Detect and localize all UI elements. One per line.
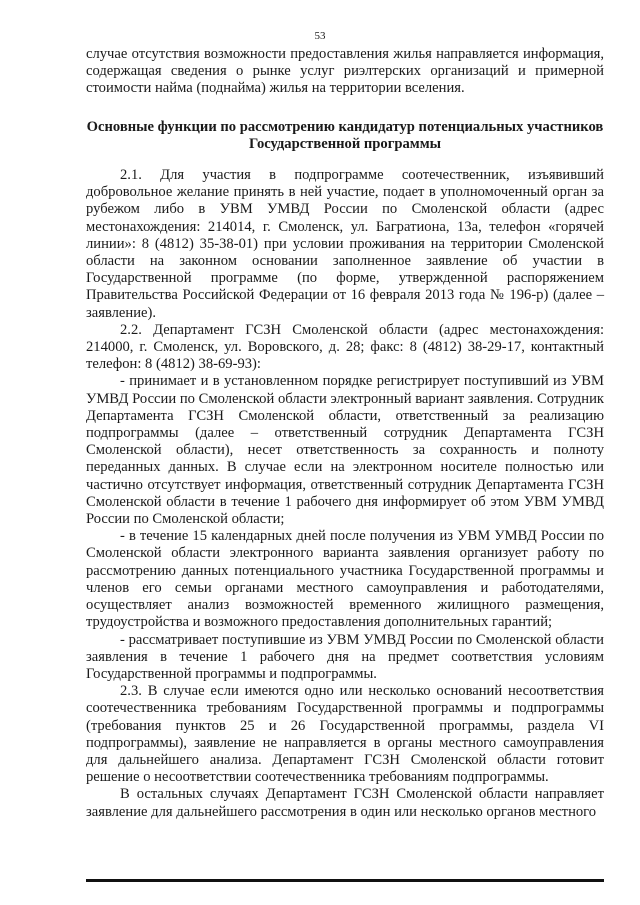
clause-2-1: 2.1. Для участия в подпрограмме соотечественник, изъявивший добровольное желание принять в ней участие, подает в уполномоченный орган за рубежом либо в УВМ УМВД России по Смоленской области (адрес местонахождения: 214014, г. Смоленск, ул. Багратиона, 13а, телефон «горячей линии»: 8 (4812) 35-38-01) при условии проживания на территории Смоленской области на законном основании заполненное заявление об участии в Государственной программе (по форме, утвержденной распоряжением Правительства Российской Федерации от 16 февраля 2013 года № 196-р) (далее – заявление). — [86, 167, 604, 321]
clause-2-2-item-register: - принимает и в установленном порядке регистрирует поступивший из УВМ УМВД России по Смоленской области электронный вариант заявления. Сотрудник Департамента ГСЗН Смоленской области, ответственный за реализацию подпрограммы (далее – ответственный сотрудник Департамента ГСЗН Смоленской области), несет ответственность за сохранность и полноту переданных данных. В случае если на электронном носителе полностью или частично отсутствует информация, ответственный сотрудник Департамента ГСЗН Смоленской области в течение 1 рабочего дня информирует об этом УВМ УМВД России по Смоленской области; — [86, 373, 604, 528]
document-body — [86, 46, 604, 821]
closing-paragraph: В остальных случаях Департамент ГСЗН Смоленской области направляет заявление для дальнейшего рассмотрения в один или несколько органов местного — [86, 786, 604, 820]
clause-2-2-item-review: - рассматривает поступившие из УВМ УМВД России по Смоленской области заявления в течение 1 рабочего дня на предмет соответствия условиям Государственной программы и подпрограммы. — [86, 631, 604, 682]
intro-paragraph: случае отсутствия возможности предоставления жилья направляется информация, содержащая сведения о рынке услуг риэлтерских организаций и примерной стоимости найма (поднайма) жилья на территории вселения. — [86, 46, 604, 97]
clause-2-3: 2.3. В случае если имеются одно или несколько оснований несоответствия соотечественника требованиям Государственной программы и подпрограммы (требования пунктов 25 и 26 Государственной программы, раздела VI подпрограммы), заявление не направляется в органы местного самоуправления для дальнейшего анализа. Департамент ГСЗН Смоленской области готовит решение о несоответствии соотечественника требованиям подпрограммы. — [86, 683, 604, 786]
section-heading: Основные функции по рассмотрению кандидатур потенциальных участников Государственной программы — [86, 118, 604, 152]
bottom-rule — [86, 879, 604, 882]
page-number: 53 — [314, 30, 326, 42]
clause-2-2-item-organize: - в течение 15 календарных дней после получения из УВМ УМВД России по Смоленской области электронного варианта заявления организует работу по рассмотрению данных потенциального участника Государственной программы и членов его семьи органами местного самоуправления и работодателями, осуществляет анализ возможностей временного жилищного размещения, трудоустройства и возможного предоставления дополнительных гарантий; — [86, 528, 604, 631]
clause-2-2: 2.2. Департамент ГСЗН Смоленской области (адрес местонахождения: 214000, г. Смоленск, ул. Воровского, д. 28; факс: 8 (4812) 38-29-17, контактный телефон: 8 (4812) 38-69-93): — [86, 321, 604, 373]
